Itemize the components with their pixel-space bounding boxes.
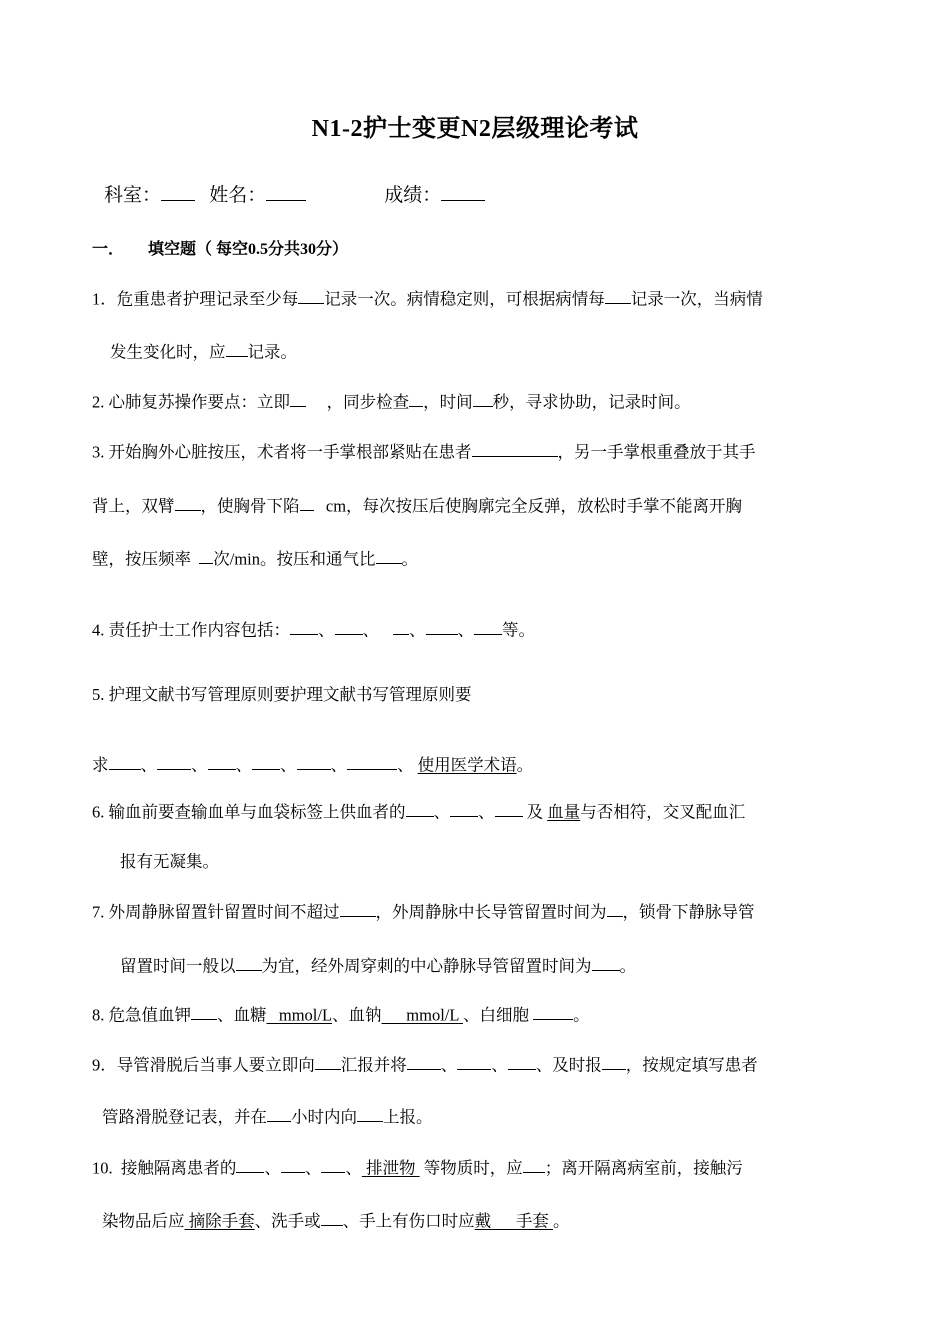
q7-text-c: ，锁骨下静脉导管	[622, 902, 755, 922]
q6-underlined-answer: 血量	[547, 802, 581, 822]
q2-text-d: 秒，寻求协助，记录时间。	[492, 392, 691, 412]
q1-text-c: 记录一次，当病情	[630, 289, 763, 309]
question-9-line-2	[102, 1104, 433, 1127]
answer-text: 手套	[515, 1211, 549, 1231]
blank	[457, 1052, 491, 1070]
q10-text-c: 等物质时，应	[419, 1158, 523, 1178]
q5-text-a: 5. 护理文献书写管理原则要护理文献书写管理原则要	[92, 685, 472, 704]
q6-text-d: 与否相符，交叉配血汇	[580, 802, 746, 822]
q9-text-g: 上报。	[383, 1107, 433, 1127]
q7-text-a: 7. 外周静脉留置针留置时间不超过	[92, 902, 340, 922]
q5-text-b: 求	[92, 755, 109, 775]
unit-text: mmol/L	[406, 1005, 459, 1025]
blank	[495, 799, 523, 817]
q2-text-a: 2. 心肺复苏操作要点：立即	[92, 392, 290, 412]
name-label: 姓名：	[209, 185, 267, 206]
blank	[602, 1052, 626, 1070]
separator: 、	[280, 755, 297, 775]
blank	[109, 752, 141, 770]
answer-text: 戴	[474, 1211, 492, 1231]
blank	[267, 1104, 291, 1122]
blank	[321, 1208, 343, 1226]
q10-underlined-answer-2	[185, 1211, 255, 1230]
q9-text-b: 汇报并将	[340, 1055, 407, 1075]
blank	[406, 799, 434, 817]
blank	[315, 1052, 341, 1070]
question-2	[92, 389, 691, 412]
blank	[208, 752, 236, 770]
q10-text-a: 10. 接触隔离患者的	[92, 1158, 237, 1178]
question-8	[92, 1002, 590, 1025]
q10-text-h: 、手上有伤口时应	[342, 1211, 475, 1231]
separator: 、	[397, 755, 414, 775]
q3-text-d: ，使胸骨下陷	[200, 496, 300, 516]
blank	[407, 1052, 441, 1070]
answer-text: 排泄物	[366, 1158, 416, 1178]
question-5-line-1	[92, 685, 472, 705]
dept-blank	[161, 180, 195, 201]
blank	[321, 1155, 345, 1173]
blank	[409, 389, 423, 407]
q6-text-a: 6. 输血前要查输血单与血袋标签上供血者的	[92, 802, 406, 822]
q6-text-b: 及	[522, 802, 548, 822]
q3-text-c: 背上，双臂	[92, 496, 175, 516]
blank	[376, 546, 402, 564]
question-4	[92, 617, 535, 640]
q8-text-d: 、血钠	[332, 1005, 382, 1025]
q10-text-d: ；离开隔离病室前，接触污	[544, 1158, 743, 1178]
q8-text-g: 。	[573, 1005, 590, 1025]
blank	[290, 617, 318, 635]
separator: 、	[478, 802, 495, 822]
blank	[357, 1104, 383, 1122]
question-10-line-2	[102, 1208, 570, 1231]
q1-text-a: 1．危重患者护理记录至少每	[92, 289, 299, 309]
q8-text-b: 、血糖	[217, 1005, 267, 1025]
question-3-line-3	[92, 546, 418, 569]
blank	[592, 953, 620, 971]
blank	[236, 953, 262, 971]
question-9-line-1	[92, 1052, 758, 1075]
name-blank	[266, 180, 306, 201]
blank	[298, 286, 324, 304]
blank	[281, 1155, 305, 1173]
question-6-line-1	[92, 799, 745, 822]
separator: 、	[433, 802, 450, 822]
q10-text-g: 、洗手或	[254, 1211, 321, 1231]
q9-text-e: 管路滑脱登记表，并在	[102, 1107, 267, 1127]
q10-underlined-answer-3	[475, 1211, 553, 1230]
q9-text-d: ，按规定填写患者	[625, 1055, 758, 1075]
blank	[252, 752, 280, 770]
question-7-line-1	[92, 899, 755, 922]
blank	[393, 617, 409, 635]
q10-underlined-answer-1	[362, 1158, 420, 1177]
blank	[340, 899, 376, 917]
exam-header	[104, 180, 485, 207]
question-7-line-2	[120, 953, 636, 976]
blank	[199, 546, 213, 564]
q3-text-b: ，另一手掌根重叠放于其手	[557, 442, 756, 462]
q10-text-k: 。	[553, 1211, 570, 1231]
blank	[426, 617, 458, 635]
question-10-line-1	[92, 1155, 743, 1178]
blank	[335, 617, 363, 635]
q5-text-end: 。	[516, 755, 534, 775]
q5-underlined-answer: 使用医学术语	[417, 755, 517, 775]
blank	[191, 1002, 217, 1020]
q9-text-a: 9．导管滑脱后当事人要立即向	[92, 1055, 315, 1075]
question-6-line-2	[120, 852, 219, 872]
q4-text-end: 等。	[502, 620, 535, 640]
q3-text-e: cm，每次按压后使胸廓完全反弹，放松时手掌不能离开胸	[313, 496, 743, 516]
q8-text-a: 8. 危急值血钾	[92, 1005, 191, 1025]
q7-text-d: 留置时间一般以	[120, 956, 236, 976]
q1-text-d: 发生变化时，应	[110, 342, 226, 362]
separator: 、	[264, 1158, 281, 1178]
separator: 、	[330, 755, 347, 775]
question-3-line-1	[92, 439, 756, 462]
q8-text-f: 、白细胞	[462, 1005, 534, 1025]
blank	[607, 899, 623, 917]
separator: 、	[191, 755, 208, 775]
q7-text-b: ，外周静脉中长导管留置时间为	[375, 902, 607, 922]
question-3-line-2	[92, 493, 742, 516]
score-label: 成绩：	[384, 185, 442, 206]
blank	[473, 389, 493, 407]
answer-text: 摘除手套	[188, 1211, 255, 1231]
q4-text-a: 4. 责任护士工作内容包括：	[92, 620, 290, 640]
question-1-line-1	[92, 286, 763, 309]
blank	[533, 1002, 573, 1020]
separator: 、	[140, 755, 157, 775]
q7-text-f: 。	[619, 956, 636, 976]
q3-text-a: 3. 开始胸外心脏按压，术者将一手掌根部紧贴在患者	[92, 442, 472, 462]
q3-text-g: 次/min。按压和通气比	[213, 549, 376, 569]
q3-text-f: 壁，按压频率	[92, 549, 200, 569]
separator: 、	[409, 620, 426, 640]
blank	[474, 617, 502, 635]
question-1-line-2	[110, 339, 297, 362]
q10-text-e: 染物品后应	[102, 1211, 185, 1231]
q3-text-h: 。	[401, 549, 419, 569]
q9-text-c: 、及时报	[535, 1055, 602, 1075]
blank	[236, 1155, 264, 1173]
score-blank	[441, 180, 485, 201]
separator: 、	[345, 1158, 362, 1178]
question-5-line-2	[92, 752, 533, 775]
blank	[297, 752, 331, 770]
separator: 、	[457, 620, 474, 640]
blank	[450, 799, 478, 817]
q6-text-e: 报有无凝集。	[120, 852, 219, 871]
page-title: N1-2护士变更N2层级理论考试	[311, 116, 639, 142]
q1-text-e: 记录。	[247, 342, 297, 362]
blank	[472, 439, 558, 457]
dept-label: 科室：	[104, 185, 162, 206]
blank	[290, 389, 306, 407]
separator: 、	[362, 620, 379, 640]
blank	[347, 752, 397, 770]
q2-text-b: ，同步检查	[306, 392, 410, 412]
q7-text-e: 为宜，经外周穿刺的中心静脉导管留置时间为	[261, 956, 592, 976]
blank	[157, 752, 191, 770]
q8-unit-1	[267, 1005, 333, 1024]
separator: 、	[491, 1055, 508, 1075]
separator: 、	[235, 755, 252, 775]
q9-text-f: 小时内向	[291, 1107, 357, 1127]
blank	[605, 286, 631, 304]
q8-unit-2	[382, 1005, 463, 1024]
unit-text: mmol/L	[278, 1005, 333, 1025]
separator: 、	[304, 1158, 322, 1178]
blank	[300, 493, 314, 511]
separator: 、	[440, 1055, 458, 1075]
blank	[508, 1052, 536, 1070]
blank	[226, 339, 248, 357]
section-heading: 一． 填空题（ 每空0.5分共30分）	[92, 241, 349, 258]
blank	[523, 1155, 545, 1173]
separator: 、	[318, 620, 335, 640]
q2-text-c: ，时间	[423, 392, 473, 412]
q1-text-b: 记录一次。病情稳定则，可根据病情每	[324, 289, 605, 309]
blank	[175, 493, 201, 511]
